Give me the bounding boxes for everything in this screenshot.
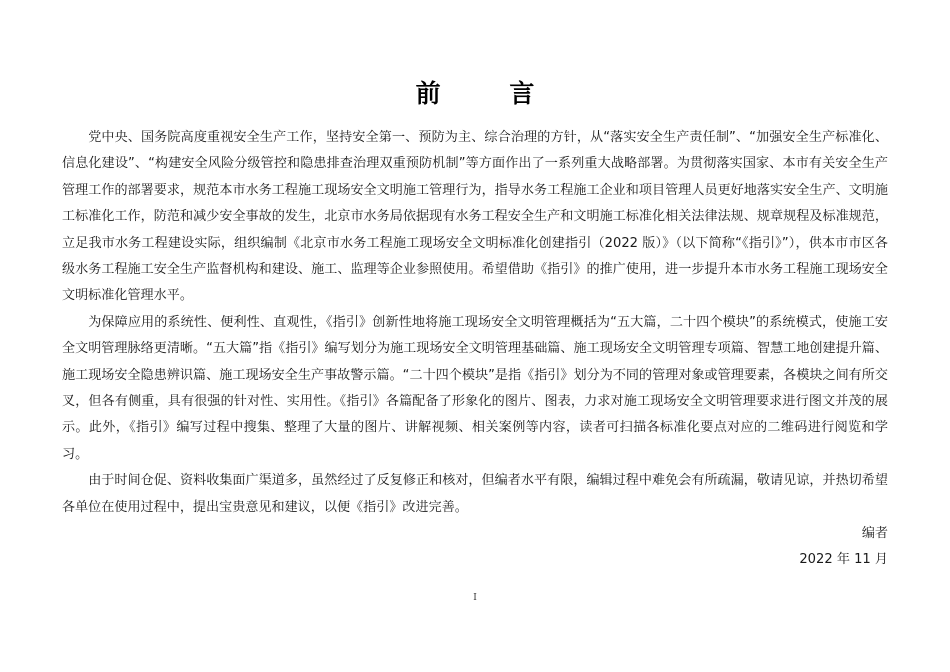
paragraph-3: 由于时间仓促、资料收集面广渠道多，虽然经过了反复修正和核对，但编者水平有限，编辑过程中难免会有所疏漏，敬请见谅，并热切希望各单位在使用过程中，提出宝贵意见和建议，以便《指引》改进完善。: [62, 473, 888, 515]
signature: 编者: [861, 526, 888, 542]
date: 2022 年 11 月: [799, 552, 888, 568]
page-title: 前 言: [415, 79, 565, 108]
page-number: I: [473, 593, 477, 603]
paragraph-2: 为保障应用的系统性、便利性、直观性，《指引》创新性地将施工现场安全文明管理概括为“五大篇，二十四个模块”的系统模式，使施工安全文明管理脉络更清晰。“五大篇”指《指引》编写划分为施工现场安全文明管理基础篇、施工现场安全文明管理专项篇、智慧工地创建提升篇、施工现场安全隐患辨识篇、施工现场安全生产事故警示篇。“二十四个模块”是指《指引》划分为不同的管理对象或管理要素，各模块之间有所交叉，但各有侧重，具有很强的针对性、实用性。《指引》各篇配备了形象化的图片、图表，力求对施工现场安全文明管理要求进行图文并茂的展示。此外，《指引》编写过程中搜集、整理了大量的图片、讲解视频、相关案例等内容，读者可扫描各标准化要点对应的二维码进行阅览和学习。: [62, 314, 888, 462]
preface-body: [62, 125, 888, 573]
paragraph-1: 党中央、国务院高度重视安全生产工作，坚持安全第一、预防为主、综合治理的方针，从“落实安全生产责任制”、“加强安全生产标准化、信息化建设”、“构建安全风险分级管控和隐患排查治理双重预防机制”等方面作出了一系列重大战略部署。为贯彻落实国家、本市有关安全生产管理工作的部署要求，规范本市水务工程施工现场安全文明施工管理行为，指导水务工程施工企业和项目管理人员更好地落实安全生产、文明施工标准化工作，防范和减少安全事故的发生，北京市水务局依据现有水务工程安全生产和文明施工标准化相关法律法规、规章规程及标准规范，立足我市水务工程建设实际，组织编制《北京市水务工程施工现场安全文明标准化创建指引（2022 版）》（以下简称“《指引》”），供本市市区各级水务工程施工安全生产监督机构和建设、施工、监理等企业参照使用。希望借助《指引》的推广使用，进一步提升本市水务工程施工现场安全文明标准化管理水平。: [62, 130, 888, 304]
